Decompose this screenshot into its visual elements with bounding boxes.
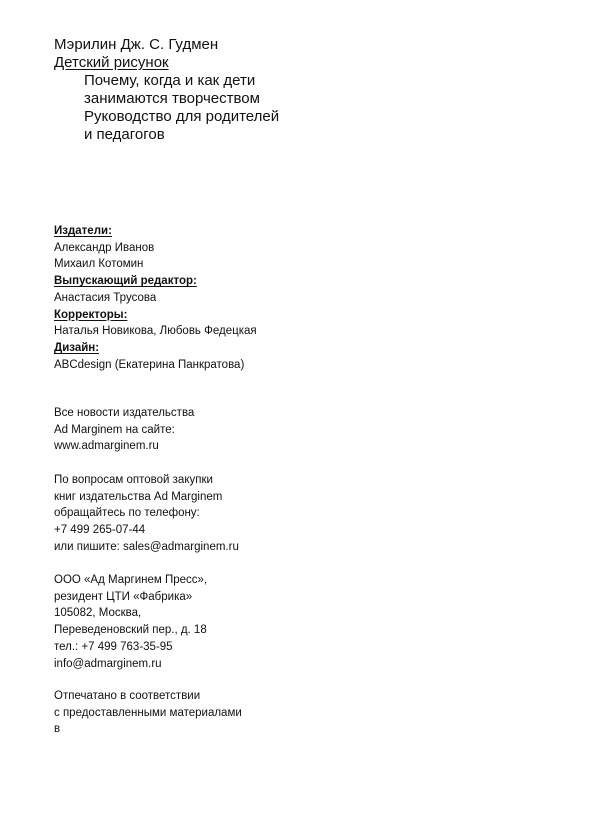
proofreaders-label: Корректоры: (54, 308, 128, 321)
author-name: Мэрилин Дж. С. Гудмен (54, 36, 219, 53)
wholesale-email: или пишите: sales@admarginem.ru (54, 540, 239, 553)
printed-line: Отпечатано в соответствии (54, 690, 201, 702)
design-name: ABCdesign (Екатерина Панкратова) (54, 358, 245, 371)
news-line: Все новости издательства (54, 407, 195, 419)
subtitle-line: и педагогов (84, 126, 165, 143)
book-title: Детский рисунок (54, 54, 169, 71)
wholesale-line: обращайтесь по телефону: (54, 507, 200, 520)
news-website: www.admarginem.ru (54, 440, 159, 453)
wholesale-line: По вопросам оптовой закупки (54, 474, 213, 486)
news-block (54, 405, 574, 455)
credits-block (54, 223, 574, 373)
publisher-name: Михаил Котомин (54, 258, 144, 271)
company-phone: тел.: +7 499 763-35-95 (54, 640, 173, 653)
publishers-label: Издатели: (54, 225, 112, 237)
company-block (54, 572, 574, 672)
managing-editor-name: Анастасия Трусова (54, 291, 157, 304)
publisher-name: Александр Иванов (54, 241, 155, 254)
company-line: Переведеновский пер., д. 18 (54, 624, 207, 637)
title-block (54, 36, 574, 144)
company-email: info@admarginem.ru (54, 657, 162, 670)
printed-block (54, 688, 574, 738)
managing-editor-label: Выпускающий редактор: (54, 275, 197, 288)
wholesale-block (54, 472, 574, 556)
printed-line: с предоставленными материалами (54, 706, 242, 719)
company-line: 105082, Москва, (54, 607, 142, 620)
news-line: Ad Marginem на сайте: (54, 423, 175, 436)
subtitle-line: Руководство для родителей (84, 108, 280, 125)
printed-line: в (54, 723, 61, 736)
design-label: Дизайн: (54, 341, 100, 354)
company-line: резидент ЦТИ «Фабрика» (54, 590, 193, 603)
wholesale-phone: +7 499 265-07-44 (54, 524, 146, 537)
proofreaders-names: Наталья Новикова, Любовь Федецкая (54, 325, 257, 338)
subtitle-line: Почему, когда и как дети (84, 72, 256, 89)
subtitle-line: занимаются творчеством (84, 90, 260, 107)
company-line: ООО «Ад Маргинем Пресс», (54, 574, 208, 586)
wholesale-line: книг издательства Ad Marginem (54, 490, 223, 503)
